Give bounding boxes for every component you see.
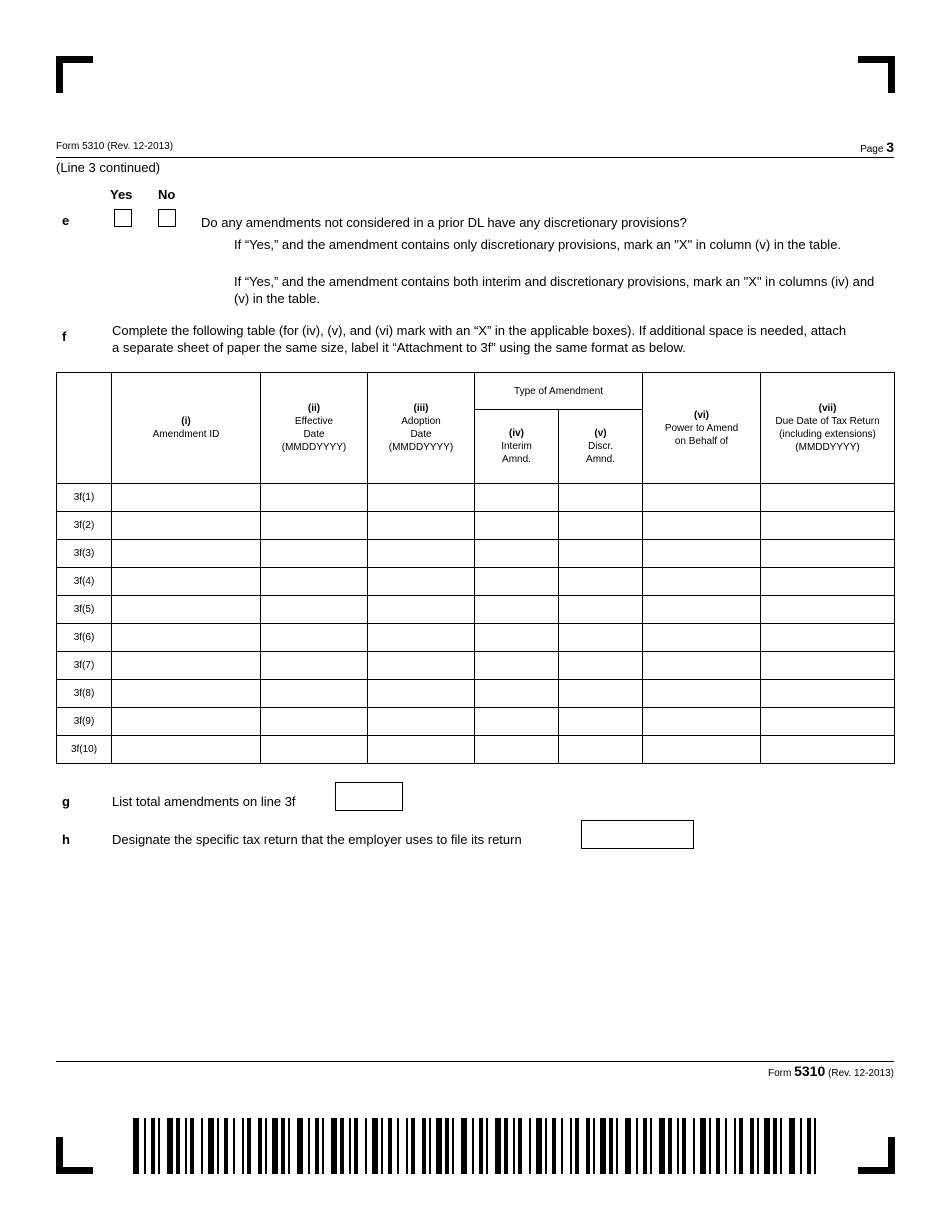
- barcode-bar: [652, 1118, 659, 1174]
- row-label: 3f(1): [57, 484, 112, 512]
- amendment-id-cell[interactable]: [112, 540, 261, 568]
- row-label: 3f(10): [57, 736, 112, 764]
- row-label-header: [57, 373, 112, 484]
- barcode-bar: [563, 1118, 570, 1174]
- discr-amnd-cell[interactable]: [559, 624, 643, 652]
- table-row: [57, 708, 895, 736]
- discr-amnd-cell[interactable]: [559, 568, 643, 596]
- barcode-bar: [399, 1118, 406, 1174]
- effective-date-cell[interactable]: [261, 484, 368, 512]
- row-label: 3f(8): [57, 680, 112, 708]
- adoption-date-cell[interactable]: [368, 540, 475, 568]
- power-to-amend-cell[interactable]: [643, 568, 761, 596]
- item-f-instructions: Complete the following table (for (iv), (v), and (vi) mark with an “X” in the applicable boxes). If additional space is needed, attach a separate sheet of paper the same size, label it “Attachment to 3f” using the same format as below.: [112, 323, 847, 355]
- discr-amnd-cell[interactable]: [559, 652, 643, 680]
- amendment-id-cell[interactable]: [112, 624, 261, 652]
- power-to-amend-cell[interactable]: [643, 708, 761, 736]
- item-e-note-1: If “Yes,” and the amendment contains only discretionary provisions, mark an "X" in column (v) in the table.: [234, 237, 842, 252]
- table-row: [57, 540, 895, 568]
- footer-form-prefix: Form: [767, 1068, 792, 1079]
- discr-amnd-cell[interactable]: [559, 708, 643, 736]
- row-label: 3f(7): [57, 652, 112, 680]
- row-label: 3f(2): [57, 512, 112, 540]
- table-row: [57, 512, 895, 540]
- table-row: [57, 680, 895, 708]
- table-row: [57, 596, 895, 624]
- amendment-id-cell[interactable]: [112, 484, 261, 512]
- col-v-header: (v) Discr. Amnd.: [559, 410, 643, 484]
- item-h-letter: h: [62, 832, 70, 847]
- table-row: [57, 652, 895, 680]
- form-header-label: Form 5310 (Rev. 12-2013): [56, 141, 174, 152]
- item-e-yes-checkbox[interactable]: [114, 209, 132, 227]
- discr-amnd-cell[interactable]: [559, 512, 643, 540]
- barcode-bar: [290, 1118, 297, 1174]
- due-date-cell[interactable]: [761, 540, 895, 568]
- power-to-amend-cell[interactable]: [643, 484, 761, 512]
- item-e-note-2: If “Yes,” and the amendment contains both interim and discretionary provisions, mark an "X" in columns (iv) and (v) in the table.: [234, 274, 875, 306]
- due-date-cell[interactable]: [761, 624, 895, 652]
- barcode-bar: [194, 1118, 201, 1174]
- adoption-date-cell[interactable]: [368, 596, 475, 624]
- effective-date-cell[interactable]: [261, 680, 368, 708]
- corner-mark-bottom-right-v: [888, 1137, 895, 1174]
- effective-date-cell[interactable]: [261, 708, 368, 736]
- total-amendments-field[interactable]: [335, 782, 403, 811]
- col-ii-header: (ii) Effective Date (MMDDYYYY): [261, 373, 368, 484]
- power-to-amend-cell[interactable]: [643, 540, 761, 568]
- discr-amnd-cell[interactable]: [559, 736, 643, 764]
- barcode-bar: [522, 1118, 529, 1174]
- interim-amnd-cell[interactable]: [475, 568, 559, 596]
- footer-form-rev: (Rev. 12-2013): [828, 1068, 894, 1079]
- item-g-label: List total amendments on line 3f: [112, 794, 296, 809]
- barcode-bar: [686, 1118, 693, 1174]
- continued-label: (Line 3 continued): [56, 160, 161, 175]
- table-row: [57, 568, 895, 596]
- col-i-header: (i) Amendment ID: [112, 373, 261, 484]
- due-date-cell[interactable]: [761, 568, 895, 596]
- power-to-amend-cell[interactable]: [643, 680, 761, 708]
- adoption-date-cell[interactable]: [368, 624, 475, 652]
- item-g-letter: g: [62, 794, 70, 809]
- corner-mark-bottom-left-v: [56, 1137, 63, 1174]
- item-h-label: Designate the specific tax return that the employer uses to file its return: [112, 832, 522, 847]
- due-date-cell[interactable]: [761, 596, 895, 624]
- amendment-id-cell[interactable]: [112, 568, 261, 596]
- footer-form-number: 5310: [794, 1063, 826, 1079]
- due-date-cell[interactable]: [761, 484, 895, 512]
- interim-amnd-cell[interactable]: [475, 596, 559, 624]
- adoption-date-cell[interactable]: [368, 736, 475, 764]
- interim-amnd-cell[interactable]: [475, 512, 559, 540]
- adoption-date-cell[interactable]: [368, 568, 475, 596]
- row-label: 3f(4): [57, 568, 112, 596]
- amendment-id-cell[interactable]: [112, 680, 261, 708]
- interim-amnd-cell[interactable]: [475, 540, 559, 568]
- col-vi-header: (vi) Power to Amend on Behalf of: [643, 373, 761, 484]
- discr-amnd-cell[interactable]: [559, 596, 643, 624]
- page-number: 3: [886, 139, 894, 155]
- footer-rule: [56, 1061, 894, 1062]
- col-iii-header: (iii) Adoption Date (MMDDYYYY): [368, 373, 475, 484]
- col-vii-header: (vii) Due Date of Tax Return (including extensions) (MMDDYYYY): [761, 373, 895, 484]
- barcode-bar: [618, 1118, 625, 1174]
- barcode-bar: [235, 1118, 242, 1174]
- effective-date-cell[interactable]: [261, 568, 368, 596]
- effective-date-cell[interactable]: [261, 652, 368, 680]
- barcode: [133, 1118, 817, 1174]
- interim-amnd-cell[interactable]: [475, 680, 559, 708]
- adoption-date-cell[interactable]: [368, 484, 475, 512]
- power-to-amend-cell[interactable]: [643, 596, 761, 624]
- page-indicator: [860, 139, 894, 155]
- footer-form-label: [768, 1063, 894, 1079]
- adoption-date-cell[interactable]: [368, 708, 475, 736]
- no-heading: No: [158, 187, 176, 202]
- barcode-bar: [782, 1118, 789, 1174]
- barcode-bar: [454, 1118, 461, 1174]
- amendments-table: [56, 372, 895, 764]
- power-to-amend-cell[interactable]: [643, 736, 761, 764]
- barcode-bar: [358, 1118, 365, 1174]
- corner-mark-top-right-v: [888, 56, 895, 93]
- power-to-amend-cell[interactable]: [643, 624, 761, 652]
- table-row: [57, 484, 895, 512]
- discr-amnd-cell[interactable]: [559, 484, 643, 512]
- amendment-id-cell[interactable]: [112, 652, 261, 680]
- row-label: 3f(6): [57, 624, 112, 652]
- effective-date-cell[interactable]: [261, 736, 368, 764]
- item-e-letter: e: [62, 213, 70, 228]
- adoption-date-cell[interactable]: [368, 512, 475, 540]
- adoption-date-cell[interactable]: [368, 652, 475, 680]
- amendment-id-cell[interactable]: [112, 512, 261, 540]
- yes-heading: Yes: [110, 187, 133, 202]
- barcode-bar: [743, 1118, 750, 1174]
- item-e-no-checkbox[interactable]: [158, 209, 176, 227]
- due-date-cell[interactable]: [761, 708, 895, 736]
- interim-amnd-cell[interactable]: [475, 484, 559, 512]
- barcode-bar: [160, 1118, 167, 1174]
- row-label: 3f(3): [57, 540, 112, 568]
- amendment-id-cell[interactable]: [112, 708, 261, 736]
- barcode-bar: [324, 1118, 331, 1174]
- table-row: [57, 624, 895, 652]
- type-of-amendment-header: Type of Amendment: [475, 373, 643, 410]
- interim-amnd-cell[interactable]: [475, 708, 559, 736]
- item-e-question: Do any amendments not considered in a prior DL have any discretionary provisions?: [201, 215, 687, 230]
- due-date-cell[interactable]: [761, 652, 895, 680]
- interim-amnd-cell[interactable]: [475, 736, 559, 764]
- row-label: 3f(5): [57, 596, 112, 624]
- item-f-letter: f: [62, 329, 67, 344]
- interim-amnd-cell[interactable]: [475, 624, 559, 652]
- col-iv-header: (iv) Interim Amnd.: [475, 410, 559, 484]
- table-row: [57, 736, 895, 764]
- adoption-date-cell[interactable]: [368, 680, 475, 708]
- power-to-amend-cell[interactable]: [643, 652, 761, 680]
- effective-date-cell[interactable]: [261, 512, 368, 540]
- page-label: Page: [860, 144, 884, 155]
- barcode-bar: [579, 1118, 586, 1174]
- effective-date-cell[interactable]: [261, 596, 368, 624]
- tax-return-field[interactable]: [581, 820, 694, 849]
- effective-date-cell[interactable]: [261, 540, 368, 568]
- barcode-bar: [488, 1118, 495, 1174]
- row-label: 3f(9): [57, 708, 112, 736]
- corner-mark-top-left-v: [56, 56, 63, 93]
- discr-amnd-cell[interactable]: [559, 680, 643, 708]
- amendment-id-cell[interactable]: [112, 596, 261, 624]
- barcode-bar: [816, 1118, 817, 1174]
- amendment-id-cell[interactable]: [112, 736, 261, 764]
- barcode-bar: [251, 1118, 258, 1174]
- effective-date-cell[interactable]: [261, 624, 368, 652]
- header-rule: [56, 157, 894, 158]
- interim-amnd-cell[interactable]: [475, 652, 559, 680]
- discr-amnd-cell[interactable]: [559, 540, 643, 568]
- barcode-bar: [415, 1118, 422, 1174]
- due-date-cell[interactable]: [761, 512, 895, 540]
- due-date-cell[interactable]: [761, 680, 895, 708]
- due-date-cell[interactable]: [761, 736, 895, 764]
- barcode-bar: [727, 1118, 734, 1174]
- power-to-amend-cell[interactable]: [643, 512, 761, 540]
